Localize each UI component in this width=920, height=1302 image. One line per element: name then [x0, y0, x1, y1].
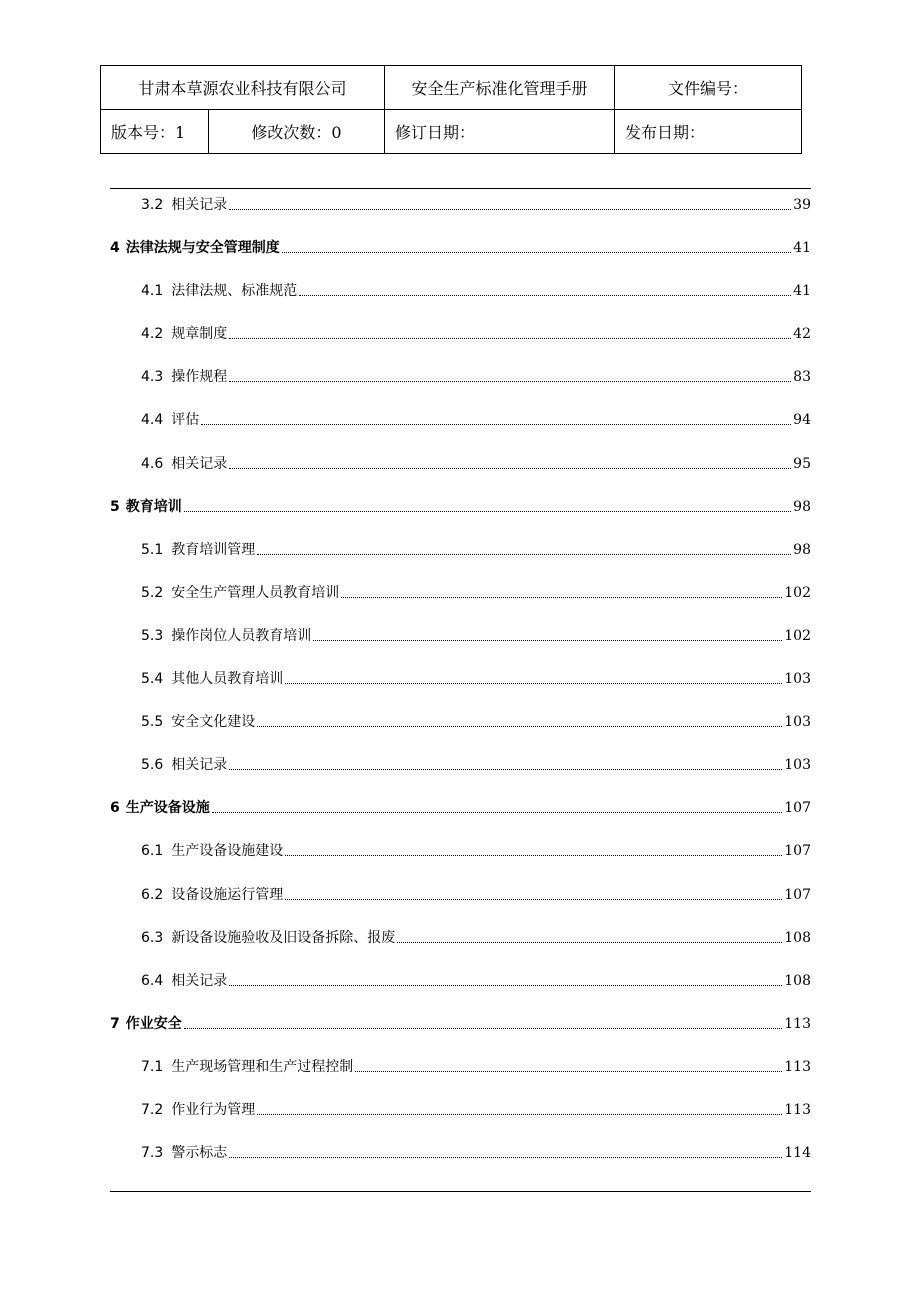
- toc-entry-page: 103: [784, 714, 811, 731]
- toc-entry-number: 4.4: [141, 412, 164, 429]
- toc-entry[interactable]: [110, 1076, 811, 1119]
- release-date-label: 发布日期：: [615, 110, 802, 154]
- toc-entry-title: 安全生产管理人员教育培训: [171, 584, 340, 601]
- toc-entry-page: 102: [784, 584, 811, 601]
- toc-entry[interactable]: [110, 343, 811, 386]
- toc-entry-title: 教育培训管理: [171, 541, 256, 558]
- toc-entry-page: 41: [793, 283, 811, 300]
- toc-entry-number: 6: [110, 800, 120, 817]
- toc-entry-title: 相关记录: [171, 197, 228, 213]
- toc-entry-page: 39: [793, 197, 811, 213]
- toc-entry-number: 7: [110, 1015, 120, 1032]
- toc-entry-page: 108: [784, 972, 811, 989]
- toc-entry-number: 7.1: [141, 1058, 164, 1075]
- toc-dot-leader: [229, 468, 791, 469]
- toc-entry-title: 警示标志: [171, 1145, 228, 1162]
- toc-entry-number: 4: [110, 240, 120, 257]
- toc-entry-number: 5.5: [141, 714, 164, 731]
- toc-entry[interactable]: [110, 731, 811, 774]
- toc-entry-page: 98: [793, 541, 811, 558]
- toc-entry-title: 操作岗位人员教育培训: [171, 627, 312, 644]
- toc-entry-page: 41: [793, 240, 811, 257]
- toc-entry-title: 教育培训: [125, 498, 182, 515]
- toc-entry-title: 操作规程: [171, 369, 228, 386]
- toc-entry[interactable]: [110, 602, 811, 645]
- toc-entry-number: 5.2: [141, 584, 164, 601]
- toc-entry-page: 103: [784, 757, 811, 774]
- toc-entry[interactable]: [110, 516, 811, 559]
- toc-entry-title: 评估: [171, 412, 200, 429]
- toc-entry-title: 作业安全: [125, 1015, 182, 1032]
- toc-entry-number: 6.4: [141, 972, 164, 989]
- toc-entry-page: 83: [793, 369, 811, 386]
- toc-dot-leader: [212, 812, 783, 813]
- toc-entry-page: 107: [784, 843, 811, 860]
- bottom-rule: [110, 1191, 811, 1192]
- toc-dot-leader: [341, 597, 782, 598]
- toc-dot-leader: [257, 726, 782, 727]
- toc-dot-leader: [299, 295, 791, 296]
- document-header-table: [100, 65, 802, 154]
- toc-dot-leader: [257, 554, 791, 555]
- toc-entry[interactable]: [110, 990, 811, 1033]
- toc-dot-leader: [397, 942, 782, 943]
- header-row-1: [101, 66, 802, 110]
- toc-entry[interactable]: [110, 429, 811, 472]
- toc-dot-leader: [229, 769, 782, 770]
- toc-entry[interactable]: [110, 645, 811, 688]
- toc-entry-page: 95: [793, 455, 811, 472]
- toc-entry-number: 5.4: [141, 671, 164, 688]
- toc-entry-number: 6.2: [141, 886, 164, 903]
- toc-entry[interactable]: [110, 473, 811, 516]
- toc-dot-leader: [285, 899, 782, 900]
- toc-entry[interactable]: [110, 214, 811, 257]
- revision-date-label: 修订日期：: [385, 110, 615, 154]
- doc-number-label: 文件编号：: [615, 66, 802, 110]
- toc-entry-title: 法律法规与安全管理制度: [125, 240, 280, 257]
- revision-count-label: 修改次数：0: [209, 110, 385, 154]
- toc-entry[interactable]: [110, 1119, 811, 1162]
- version-label: 版本号：1: [101, 110, 209, 154]
- toc-entry[interactable]: [110, 860, 811, 903]
- toc-entry[interactable]: [110, 904, 811, 947]
- toc-dot-leader: [355, 1071, 782, 1072]
- toc-dot-leader: [229, 209, 791, 210]
- toc-entry-number: 5.3: [141, 627, 164, 644]
- toc-entry-number: 7.2: [141, 1101, 164, 1118]
- toc-entry-page: 113: [784, 1101, 811, 1118]
- toc-entry-title: 作业行为管理: [171, 1101, 256, 1118]
- toc-dot-leader: [229, 985, 782, 986]
- toc-entry[interactable]: [110, 817, 811, 860]
- table-of-contents: [110, 196, 811, 1162]
- toc-entry-title: 生产设备设施建设: [171, 843, 284, 860]
- toc-dot-leader: [184, 1028, 783, 1029]
- header-row-2: [101, 110, 802, 154]
- toc-entry[interactable]: [110, 1033, 811, 1076]
- toc-entry-page: 113: [784, 1015, 811, 1032]
- toc-dot-leader: [201, 424, 791, 425]
- toc-dot-leader: [282, 252, 791, 253]
- toc-entry-number: 5: [110, 498, 120, 515]
- toc-dot-leader: [229, 1157, 782, 1158]
- toc-entry-page: 42: [793, 326, 811, 343]
- toc-entry-number: 7.3: [141, 1145, 164, 1162]
- toc-entry-title: 法律法规、标准规范: [171, 283, 298, 300]
- toc-dot-leader: [257, 1114, 782, 1115]
- toc-dot-leader: [229, 381, 791, 382]
- toc-entry-number: 4.2: [141, 326, 164, 343]
- company-name: 甘肃本草源农业科技有限公司: [101, 66, 385, 110]
- toc-dot-leader: [313, 640, 782, 641]
- toc-entry-page: 102: [784, 627, 811, 644]
- toc-entry-page: 103: [784, 671, 811, 688]
- toc-entry[interactable]: [110, 300, 811, 343]
- toc-entry-number: 4.1: [141, 283, 164, 300]
- toc-entry-number: 4.6: [141, 455, 164, 472]
- toc-entry-number: 4.3: [141, 369, 164, 386]
- manual-title: 安全生产标准化管理手册: [385, 66, 615, 110]
- toc-entry[interactable]: [110, 774, 811, 817]
- toc-entry-title: 生产现场管理和生产过程控制: [171, 1058, 354, 1075]
- toc-entry-title: 生产设备设施: [125, 800, 210, 817]
- toc-dot-leader: [285, 855, 782, 856]
- toc-entry-title: 相关记录: [171, 757, 228, 774]
- toc-entry[interactable]: [110, 688, 811, 731]
- toc-entry[interactable]: [110, 947, 811, 990]
- toc-entry-number: 6.1: [141, 843, 164, 860]
- toc-entry-page: 107: [784, 800, 811, 817]
- toc-entry-page: 114: [784, 1145, 811, 1162]
- toc-entry-title: 新设备设施验收及旧设备拆除、报废: [171, 929, 396, 946]
- toc-dot-leader: [229, 338, 791, 339]
- toc-entry-number: 5.6: [141, 757, 164, 774]
- toc-entry[interactable]: [110, 257, 811, 300]
- toc-entry-title: 规章制度: [171, 326, 228, 343]
- top-rule: [110, 188, 811, 189]
- toc-entry[interactable]: [110, 386, 811, 429]
- toc-entry-page: 94: [793, 412, 811, 429]
- toc-entry-page: 98: [793, 498, 811, 515]
- toc-entry-title: 相关记录: [171, 455, 228, 472]
- toc-entry[interactable]: [110, 559, 811, 602]
- toc-entry-title: 其他人员教育培训: [171, 671, 284, 688]
- toc-entry[interactable]: [110, 196, 811, 214]
- toc-entry-page: 113: [784, 1058, 811, 1075]
- toc-entry-number: 6.3: [141, 929, 164, 946]
- toc-dot-leader: [285, 683, 782, 684]
- toc-entry-number: 5.1: [141, 541, 164, 558]
- toc-dot-leader: [184, 511, 791, 512]
- toc-entry-title: 相关记录: [171, 972, 228, 989]
- toc-entry-title: 安全文化建设: [171, 714, 256, 731]
- toc-entry-number: 3.2: [141, 197, 164, 213]
- toc-entry-page: 107: [784, 886, 811, 903]
- toc-entry-page: 108: [784, 929, 811, 946]
- toc-entry-title: 设备设施运行管理: [171, 886, 284, 903]
